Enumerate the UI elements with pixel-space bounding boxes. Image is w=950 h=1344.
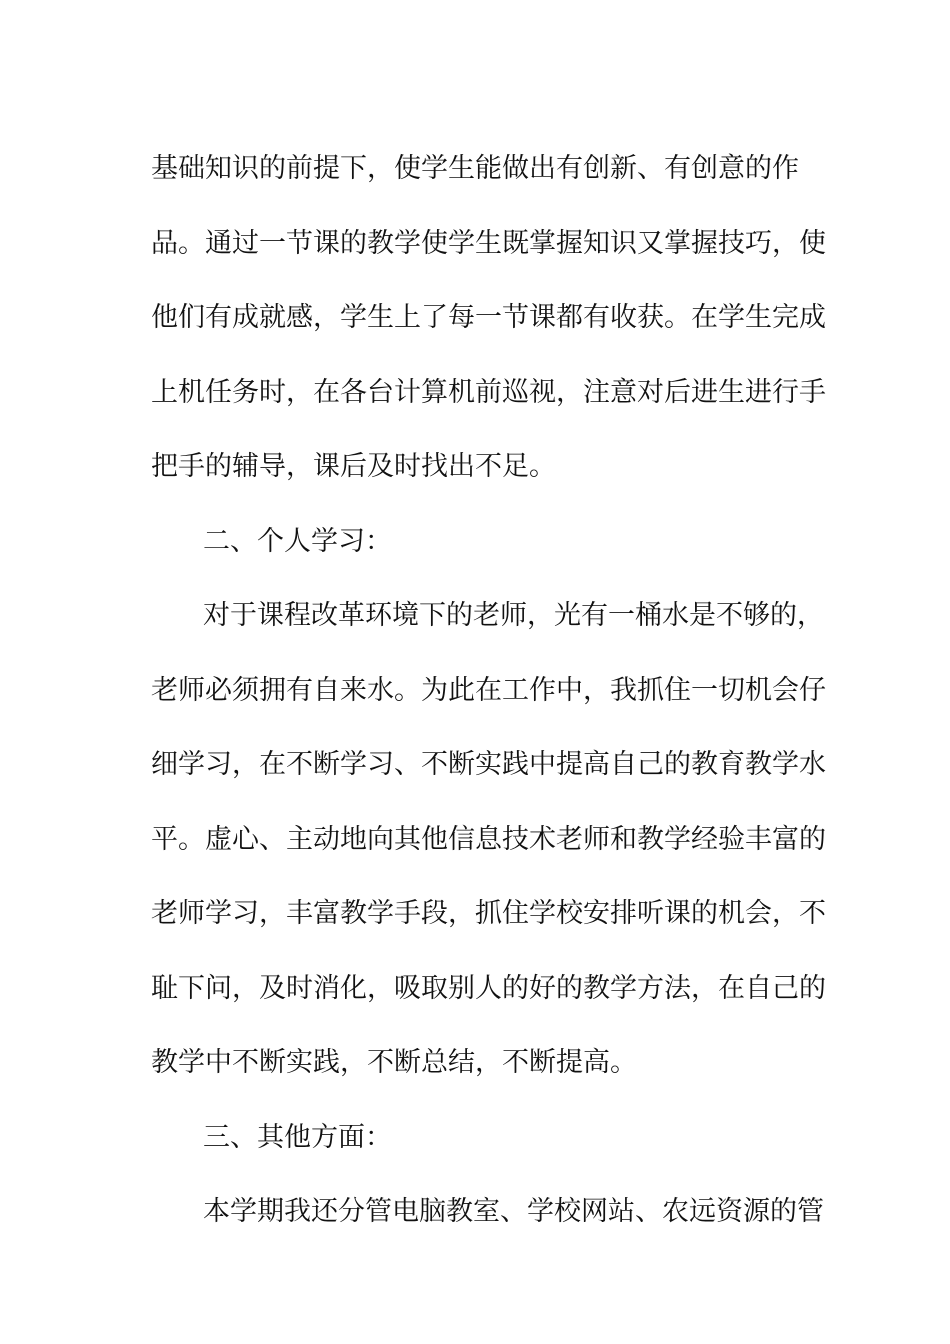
text-line: 教学中不断实践，不断总结，不断提高。 [151, 1047, 637, 1078]
text-line: 基础知识的前提下，使学生能做出有创新、有创意的作 [151, 153, 799, 184]
text-line: 老师必须拥有自来水。为此在工作中，我抓住一切机会仔 [151, 674, 826, 706]
text-line: 品。通过一节课的教学使学生既掌握知识又掌握技巧，使 [151, 227, 826, 259]
section-heading-other-aspects: 三、其他方面： [203, 1121, 392, 1153]
text-line: 他们有成就感，学生上了每一节课都有收获。在学生完成 [151, 302, 826, 333]
text-line: 耻下问，及时消化，吸取别人的好的教学方法，在自己的 [151, 972, 826, 1004]
text-line: 细学习，在不断学习、不断实践中提高自己的教育教学水 [151, 749, 826, 780]
text-line: 对于课程改革环境下的老师，光有一桶水是不够的， [203, 600, 824, 631]
body-text [151, 132, 826, 1250]
text-line: 上机任务时，在各台计算机前巡视，注意对后进生进行手 [151, 376, 826, 408]
section-heading-personal-study: 二、个人学习： [203, 525, 392, 557]
text-line: 把手的辅导，课后及时找出不足。 [151, 451, 556, 482]
text-line: 老师学习，丰富教学手段，抓住学校安排听课的机会，不 [151, 898, 826, 929]
text-line: 本学期我还分管电脑教室、学校网站、农远资源的管 [203, 1196, 824, 1227]
text-line: 平。虚心、主动地向其他信息技术老师和教学经验丰富的 [151, 823, 826, 855]
